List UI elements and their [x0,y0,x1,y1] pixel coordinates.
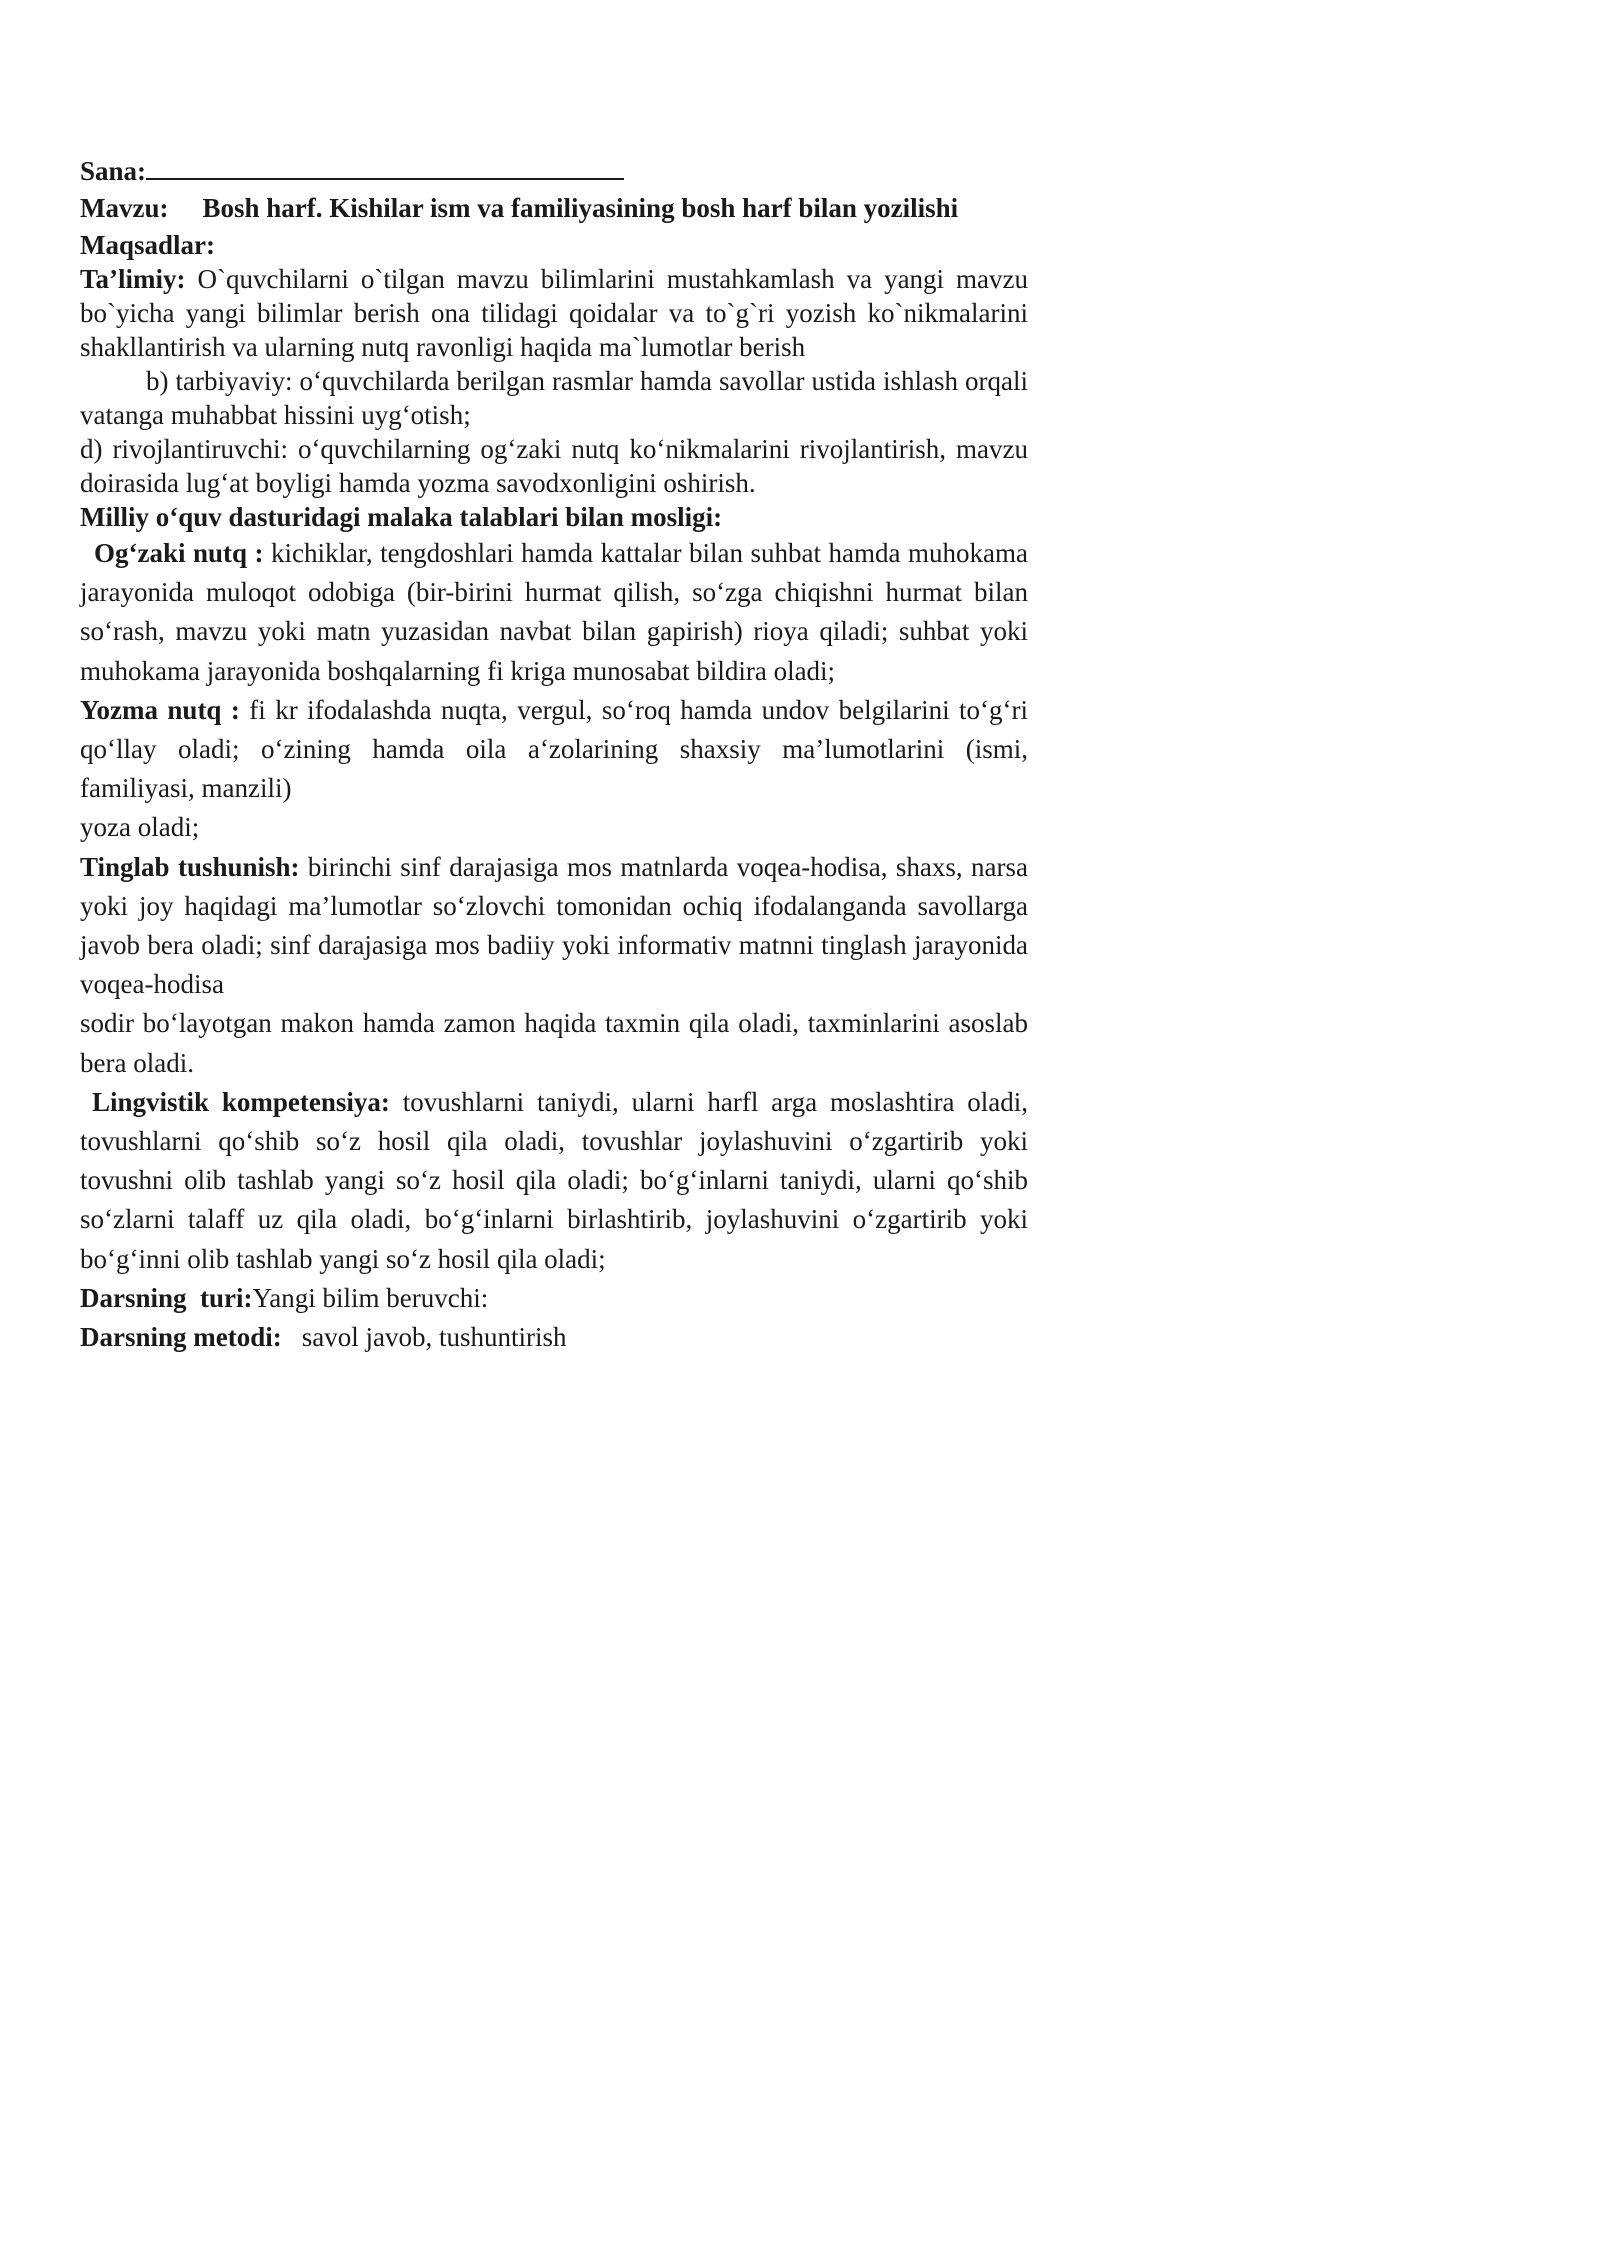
yozma-text: fi kr ifodalashda nuqta, vergul, so‘roq hamda undov belgilarini to‘g‘ri qo‘llay oladi; o‘zining hamda oila a‘zolarining shaxsiy ma’lumotlarini (ismi, familiyasi, manzili) [80,694,1028,804]
milliy-heading: Milliy o‘quv dasturidagi malaka talablari bilan mosligi: [80,502,723,532]
document-page [80,152,1028,1357]
lingvistik-paragraph [80,1083,1028,1279]
yozma-label: Yozma nutq : [80,694,240,725]
yozma-paragraph [80,691,1028,809]
darsning-metodi-value: savol javob, tushuntirish [301,1322,567,1353]
mavzu-row [80,188,1028,228]
mavzu-label: Mavzu: [80,193,169,223]
talimiy-text: O`quvchilarni o`tilgan mavzu bilimlarini mustahkamlash va yangi mavzu bo`yicha yangi bilimlar berish ona tilidagi qoidalar va to`g`ri yozish ko`nikmalarini shakllantirish va ularning nutq ravonligi haqida ma`lumotlar berish [80,264,1028,362]
yozma-continuation: yoza oladi; [80,812,200,843]
mavzu-value: Bosh harf. Kishilar ism va familiyasining bosh harf bilan yozilishi [202,193,959,223]
ogzaki-paragraph [80,534,1028,691]
talimiy-paragraph [80,262,1028,364]
tarbiyaviy-paragraph: b) tarbiyaviy: o‘quvchilarda berilgan rasmlar hamda savollar ustida ishlash orqali vatanga muhabbat hissini uyg‘otish; [80,366,1028,430]
darsning-turi-value: Yangi bilim beruvchi: [252,1282,489,1313]
ogzaki-label: Og‘zaki nutq : [94,538,264,568]
sana-row [80,152,1028,188]
sana-blank-line [146,152,624,180]
maqsadlar-heading: Maqsadlar: [80,230,215,260]
rivojlantiruvchi-paragraph: d) rivojlantiruvchi: o‘quvchilarning og‘zaki nutq ko‘nikmalarini rivojlantirish, mavzu doirasida lug‘at boyligi hamda yozma savodxonligini oshirish. [80,434,1028,498]
darsning-turi-label: Darsning turi: [80,1282,253,1313]
tinglab-label: Tinglab tushunish: [80,851,300,882]
darsning-metodi-row [80,1318,1028,1357]
talimiy-label: Ta’limiy: [80,264,186,294]
ogzaki-text: kichiklar, tengdoshlari hamda kattalar bilan suhbat hamda muhokama jarayonida muloqot odobiga (bir-birini hurmat qilish, so‘zga chiqishni hurmat bilan so‘rash, mavzu yoki matn yuzasidan navbat bilan gapirish) rioya qiladi; suhbat yoki muhokama jarayonida boshqalarning fi kriga munosabat bildira oladi; [80,538,1028,686]
darsning-turi-row [80,1279,1028,1318]
sana-label: Sana: [80,156,147,186]
tinglab-text: birinchi sinf darajasiga mos matnlarda voqea-hodisa, shaxs, narsa yoki joy haqidagi ma’lumotlar so‘zlovchi tomonidan ochiq ifodalanganda savollarga javob bera oladi; sinf darajasiga mos badiiy yoki informativ matnni tinglash jarayonida voqea-hodisa [80,851,1028,1000]
tinglab-paragraph [80,848,1028,1005]
darsning-metodi-label: Darsning metodi: [80,1322,282,1353]
tinglab-continuation: sodir bo‘layotgan makon hamda zamon haqida taxmin qila oladi, taxminlarini asoslab bera oladi. [80,1008,1028,1078]
lingvistik-text: tovushlarni taniydi, ularni harfl arga moslashtira oladi, tovushlarni qo‘shib so‘z hosil qila oladi, tovushlar joylashuvini o‘zgartirib yoki tovushni olib tashlab yangi so‘z hosil qila oladi; bo‘g‘inlarni taniydi, ularni qo‘shib so‘zlarni talaff uz qila oladi, bo‘g‘inlarni birlashtirib, joylashuvini o‘zgartirib yoki bo‘g‘inni olib tashlab yangi so‘z hosil qila oladi; [80,1086,1029,1274]
lingvistik-label: Lingvistik kompetensiya: [92,1086,390,1117]
